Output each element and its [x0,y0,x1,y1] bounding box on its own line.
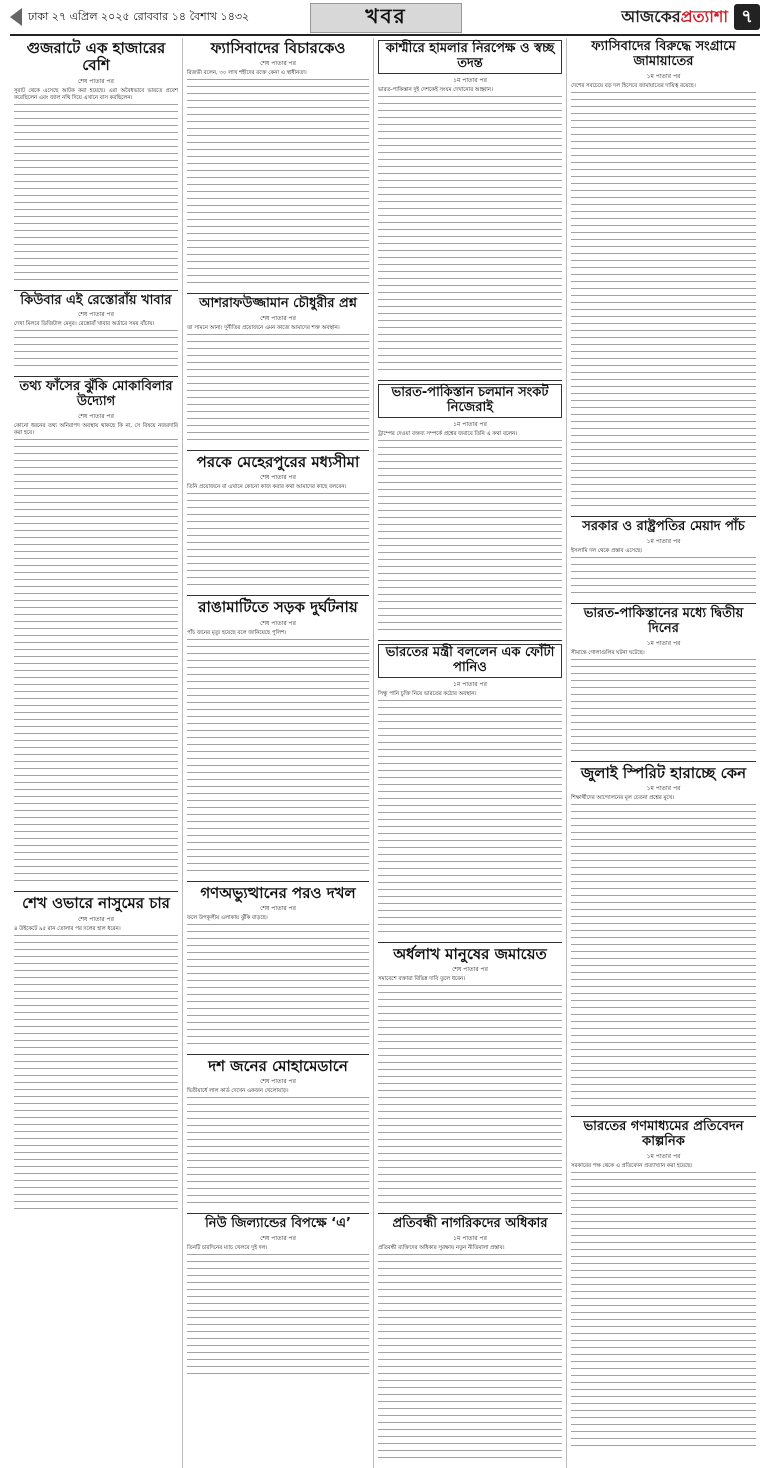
article-divider [187,595,369,596]
article-lead: শিক্ষার্থীদের আন্দোলনের মূল চেতনা প্রশ্নের মুখে। [571,794,675,801]
masthead [10,0,760,36]
article-lead: সিন্ধু পানি চুক্তি নিয়ে ভারতের কঠোর অবস্থান। [378,690,477,697]
article-lead: ৪ উইকেটে ৯৫ রান তোলার পর দলের হাল ধরেন। [14,925,121,932]
article-headline: শেখ ওভারে নাসুমের চার [22,894,170,913]
article [571,520,756,599]
article-headline: নিউ জিল্যান্ডের বিপক্ষে ‘এ’ [205,1216,351,1232]
logo-part2: প্রত্যাশা [680,6,728,26]
article-lead: দেখা মিলবে ডিজিটাল মেনুর। রেস্তোরাঁ খাবার অর্ডারে সময় বাঁচায়। [14,321,155,328]
article [187,1058,369,1209]
article-lead: কোনো ধরনের তথ্য অনিরাপদ অবস্থায় থাকছে কি না, সে বিষয়ে নজরদারি করা হবে। [14,423,178,437]
article-divider [14,376,178,377]
article-lead: সুরাট থেকে এসেছে আটক করা হয়েছে। এরা অবৈধভাবে ভারতে প্রবেশ করেছিলেন এবং জাল নথি দিয়ে এখানে বাস করছিলেন। [14,87,178,101]
article [571,607,756,757]
article-byline: শেষ পাতার পর [452,965,488,973]
column-3 [374,38,567,1468]
article-divider [571,761,756,762]
article-body-text [187,334,369,446]
article-body-text [187,1097,369,1209]
article-body-text [378,440,562,636]
article [571,40,756,512]
article-body-text [187,639,369,877]
article-divider [378,640,562,641]
article-headline: কাশ্মীরে হামলার নিরপেক্ষ ও স্বচ্ছ তদন্ত [378,40,562,74]
article-byline: শেষ পাতার পর [78,311,114,319]
article-byline: শেষ পাতার পর [260,474,296,482]
article [378,1217,562,1464]
article-lead: তিনটি চারদিনের ম্যাচ খেলবে দুই দল। [187,1245,268,1252]
column-1 [10,38,183,1468]
article-headline: তথ্য ফাঁসের ঝুঁকি মোকাবিলার উদ্যোগ [19,379,173,410]
logo-part1: আজকের [621,6,681,26]
article-byline: শেষ পাতার পর [260,315,296,323]
article-lead: রিজভী বলেন, ৩০ লাখ শহীদের রক্তে কেনা এ স্বাধীনতা। [187,70,307,77]
article-divider [187,1213,369,1214]
article-headline: কিউবার এই রেস্তোরাঁয় খাবার [20,292,172,308]
article-byline: ১ম পাতার পর [453,420,487,428]
article-byline: ১ম পাতার পর [646,1152,681,1160]
column-4 [567,38,760,1468]
article-divider [378,1213,562,1214]
article [571,1120,756,1452]
article-body-text [571,92,756,512]
article-body-text [14,935,178,1215]
article-byline: শেষ পাতার পর [78,77,114,85]
article-lead: পাঁচ জনের মৃত্যু হয়েছে বলে জানিয়েছে পুলিশ। [187,629,287,636]
article [14,380,178,887]
article-byline: শেষ পাতার পর [260,60,296,68]
article [378,40,562,376]
article-headline: ভারতের মন্ত্রী বললেন এক ফোঁটা পানিও [378,644,562,678]
article-byline: ১ম পাতার পর [646,639,681,647]
article-lead: সীমান্তে গোলাগুলির ঘটনা ঘটেছে। [571,649,645,656]
article-headline: ফ্যাসিবাদের বিচারকেও [210,39,346,57]
article [378,644,562,938]
article-headline: প্রতিবন্ধী নাগরিকদের অধিকার [392,1215,548,1231]
article [187,297,369,446]
article-body-text [14,439,178,887]
article-lead: ভারত-পাকিস্তান দুই দেশকেই সংযম দেখানোর আহ্বান। [378,86,493,93]
article-divider [14,290,178,291]
article [14,895,178,1214]
article-byline: শেষ পাতার পর [260,1235,296,1243]
article-byline: শেষ পাতার পর [78,915,114,923]
article [187,599,369,876]
column-2 [183,38,374,1468]
article-body-text [378,1254,562,1464]
article-headline: ভারত-পাকিস্তানের মধ্যে দ্বিতীয় দিনের [583,605,744,636]
article-lead: সমাবেশে বক্তারা বিভিন্ন দাবি তুলে ধরেন। [378,975,466,982]
article-headline: পরকে মেহেরপুরের মধ্যসীমা [196,453,360,472]
article-body-text [571,804,756,1112]
article-body-text [571,557,756,599]
article-headline: গুজরাটে এক হাজারের বেশি [26,39,166,75]
article-divider [187,881,369,882]
article [378,384,562,636]
article-body-text [378,96,562,376]
article-headline: ভারতের গণমাধ্যমের প্রতিবেদন কাল্পনিক [583,1118,744,1149]
article-headline: আশরাফউজ্জামান চৌধুরীর প্রশ্ন [199,296,357,312]
article-headline: দশ জনের মোহামেডানে [208,1056,348,1075]
article-lead: প্রতিবন্ধী ব্যক্তিদের অধিকার সুরক্ষায় নতুন নীতিমালা প্রস্তাব। [378,1244,505,1251]
article-byline: ১ম পাতার পর [453,1234,487,1242]
article-headline: সরকার ও রাষ্ট্রপতির মেয়াদ পাঁচ [582,518,745,534]
article [378,946,562,1209]
article-divider [571,516,756,517]
article-byline: ১ম পাতার পর [646,537,681,545]
article-lead: ইসলামি দল থেকে প্রস্তাব এসেছে। [571,547,643,554]
article [187,885,369,1050]
article-headline: গণঅভ্যুত্থানের পরও দখল [200,883,356,902]
article-lead: দেশের সবচেয়ে বড় দল হিসেবে জামায়াতের দায়িত্ব রয়েছে। [571,82,696,89]
article-body-text [14,330,178,372]
page-number: ৭ [734,4,760,30]
article-divider [571,1116,756,1117]
article-body-text [187,79,369,289]
article-byline: শেষ পাতার পর [260,619,296,627]
newspaper-logo [621,4,728,31]
masthead-left [10,8,249,27]
article-divider [187,293,369,294]
article-lead: দ্বিতীয়ার্ধে লাল কার্ড দেখেন একজন খেলোয়াড়। [187,1088,289,1095]
section-title: খবর [310,3,462,33]
masthead-right [621,4,760,31]
article-divider [571,603,756,604]
article [187,454,369,591]
article-byline: শেষ পাতার পর [78,413,114,421]
article-lead: সরকারের পক্ষ থেকে এ প্রতিবেদন প্রত্যাখ্যান করা হয়েছে। [571,1162,693,1169]
left-arrow-icon [10,8,22,26]
article-headline: ভারত-পাকিস্তান চলমান সংকট নিজেরাই [378,384,562,418]
article-lead: তিনি প্রয়োজনে বা এখানে কোনো কাজ করার কথা আমাদের কাছে বলবেন। [187,484,347,491]
article-divider [14,891,178,892]
article-divider [187,1054,369,1055]
article [571,765,756,1112]
article-lead: ফলে উপকূলীয় এলাকায় ঝুঁকি বাড়ছে। [187,914,268,921]
article-headline: অর্ধলাখ মানুষের জমায়েত [393,944,547,963]
article-body-text [378,985,562,1209]
article-body-text [571,1172,756,1452]
dateline: ঢাকা ২৭ এপ্রিল ২০২৫ রোববার ১৪ বৈশাখ ১৪৩২ [28,9,250,23]
article-byline: ১ম পাতার পর [453,680,487,688]
article-divider [187,450,369,451]
article-body-text [187,924,369,1050]
article-byline: ১ম পাতার পর [453,76,487,84]
article-byline: ১ম পাতার পর [646,784,681,792]
article-lead: ট্রাম্পের দেওয়া বক্তব্য সম্পর্কে প্রশ্নের জবাবে তিনি এ কথা বলেন। [378,430,518,437]
article-lead: তা সামনে আনা। দুর্নীতির প্রয়োজনে এমন কাজে আমাদের শক্ত অবস্থান। [187,325,340,332]
article-divider [378,942,562,943]
article-headline: জুলাই স্পিরিট হারাচ্ছে কেন [580,763,747,782]
article-body-text [14,104,178,286]
article-headline: রাঙামাটিতে সড়ক দুর্ঘটনায় [198,598,358,617]
article-byline: শেষ পাতার পর [260,1078,296,1086]
article-byline: ১ম পাতার পর [646,72,681,80]
article-headline: ফ্যাসিবাদের বিরুদ্ধে সংগ্রামে জামায়াতের [591,39,736,69]
article [14,294,178,373]
article-columns [10,38,760,1252]
article-byline: শেষ পাতার পর [260,904,296,912]
article-body-text [187,1254,369,1380]
article-divider [378,380,562,381]
article [14,40,178,286]
article [187,1217,369,1380]
article-body-text [187,493,369,591]
article [187,40,369,289]
article-body-text [378,700,562,938]
article-body-text [571,659,756,757]
